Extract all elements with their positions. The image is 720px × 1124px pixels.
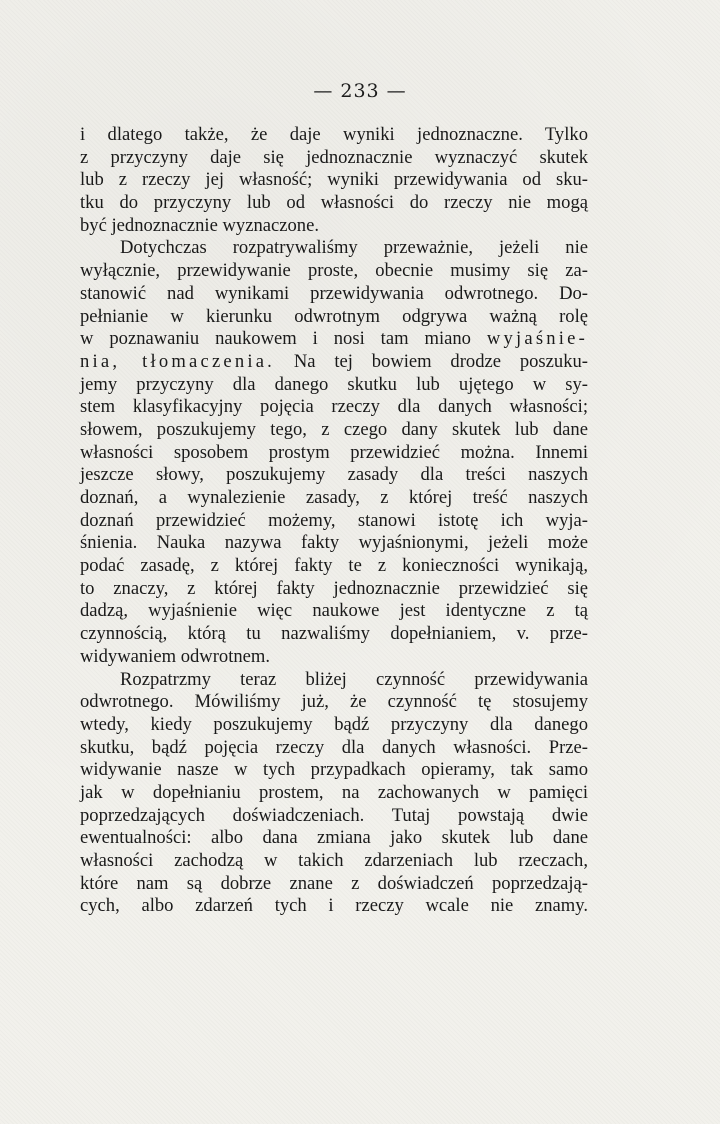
text-line bbox=[80, 351, 588, 374]
text-line: wyłącznie, przewidywanie proste, obecnie musimy się za- bbox=[80, 260, 588, 282]
text-line: tku do przyczyny lub od własności do rzeczy nie mogą bbox=[80, 192, 588, 214]
text-line: jeszcze słowy, poszukujemy zasady dla treści naszych bbox=[80, 464, 588, 486]
page-number: — 233 — bbox=[313, 80, 407, 102]
text-line: jemy przyczyny dla danego skutku lub ujętego w sy- bbox=[80, 373, 588, 395]
text-line: i dlatego także, że daje wyniki jednoznaczne. Tylko bbox=[80, 124, 588, 145]
text-line: odwrotnego. Mówiliśmy już, że czynność tę stosujemy bbox=[80, 691, 588, 713]
spaced-term: nia, tłomaczenia. bbox=[80, 350, 276, 372]
text-line: czynnością, którą tu nazwaliśmy dopełnianiem, v. prze- bbox=[80, 623, 588, 645]
text-line: doznań, a wynalezienie zasady, z której treść naszych bbox=[80, 487, 588, 508]
text-line: skutku, bądź pojęcia rzeczy dla danych własności. Prze- bbox=[80, 736, 588, 758]
text-line: wtedy, kiedy poszukujemy bądź przyczyny dla danego bbox=[80, 713, 588, 735]
text-line: Rozpatrzmy teraz bliżej czynność przewidywania bbox=[120, 668, 588, 690]
text-line: jak w dopełnianiu prostem, na zachowanych w pamięci bbox=[80, 781, 588, 803]
text-line: własności sposobem prostym przewidzieć można. Innemi bbox=[80, 441, 588, 463]
text-line: śnienia. Nauka nazywa fakty wyjaśnionymi, jeżeli może bbox=[80, 532, 588, 554]
text-line: widywanie nasze w tych przypadkach opieramy, tak samo bbox=[80, 759, 588, 781]
text-line bbox=[80, 328, 588, 351]
text-line: słowem, poszukujemy tego, z czego dany skutek lub dane bbox=[80, 418, 588, 440]
spaced-term: wyjaśnie- bbox=[486, 328, 588, 350]
text-run: Na tej bowiem drodze poszuku- bbox=[275, 350, 588, 372]
page-text bbox=[80, 124, 588, 918]
text-line: być jednoznacznie wyznaczone. bbox=[80, 214, 320, 236]
text-line: podać zasadę, z której fakty te z konieczności wynikają, bbox=[80, 555, 588, 577]
text-line: stem klasyfikacyjny pojęcia rzeczy dla danych własności; bbox=[80, 396, 588, 418]
text-line: dadzą, wyjaśnienie więc naukowe jest identyczne z tą bbox=[80, 600, 588, 622]
text-line: które nam są dobrze znane z doświadczeń poprzedzają- bbox=[80, 872, 588, 894]
text-line: pełnianie w kierunku odwrotnym odgrywa ważną rolę bbox=[80, 305, 588, 327]
text-line: widywaniem odwrotnem. bbox=[80, 645, 271, 667]
text-line: lub z rzeczy jej własność; wyniki przewidywania od sku- bbox=[80, 169, 588, 191]
text-line: to znaczy, z której fakty jednoznacznie przewidzieć się bbox=[80, 577, 588, 599]
text-run: w poznawaniu naukowem i nosi tam miano bbox=[80, 328, 487, 350]
text-line: własności zachodzą w takich zdarzeniach lub rzeczach, bbox=[80, 850, 588, 871]
text-line: ewentualności: albo dana zmiana jako skutek lub dane bbox=[80, 827, 588, 849]
text-line: Dotychczas rozpatrywaliśmy przeważnie, jeżeli nie bbox=[120, 237, 588, 259]
text-line: poprzedzających doświadczeniach. Tutaj powstają dwie bbox=[80, 804, 588, 826]
text-line: cych, albo zdarzeń tych i rzeczy wcale nie znamy. bbox=[80, 895, 588, 917]
text-line: doznań przewidzieć możemy, stanowi istotę ich wyja- bbox=[80, 509, 588, 531]
text-line: stanowić nad wynikami przewidywania odwrotnego. Do- bbox=[80, 282, 588, 304]
text-line: z przyczyny daje się jednoznacznie wyznaczyć skutek bbox=[80, 146, 588, 168]
